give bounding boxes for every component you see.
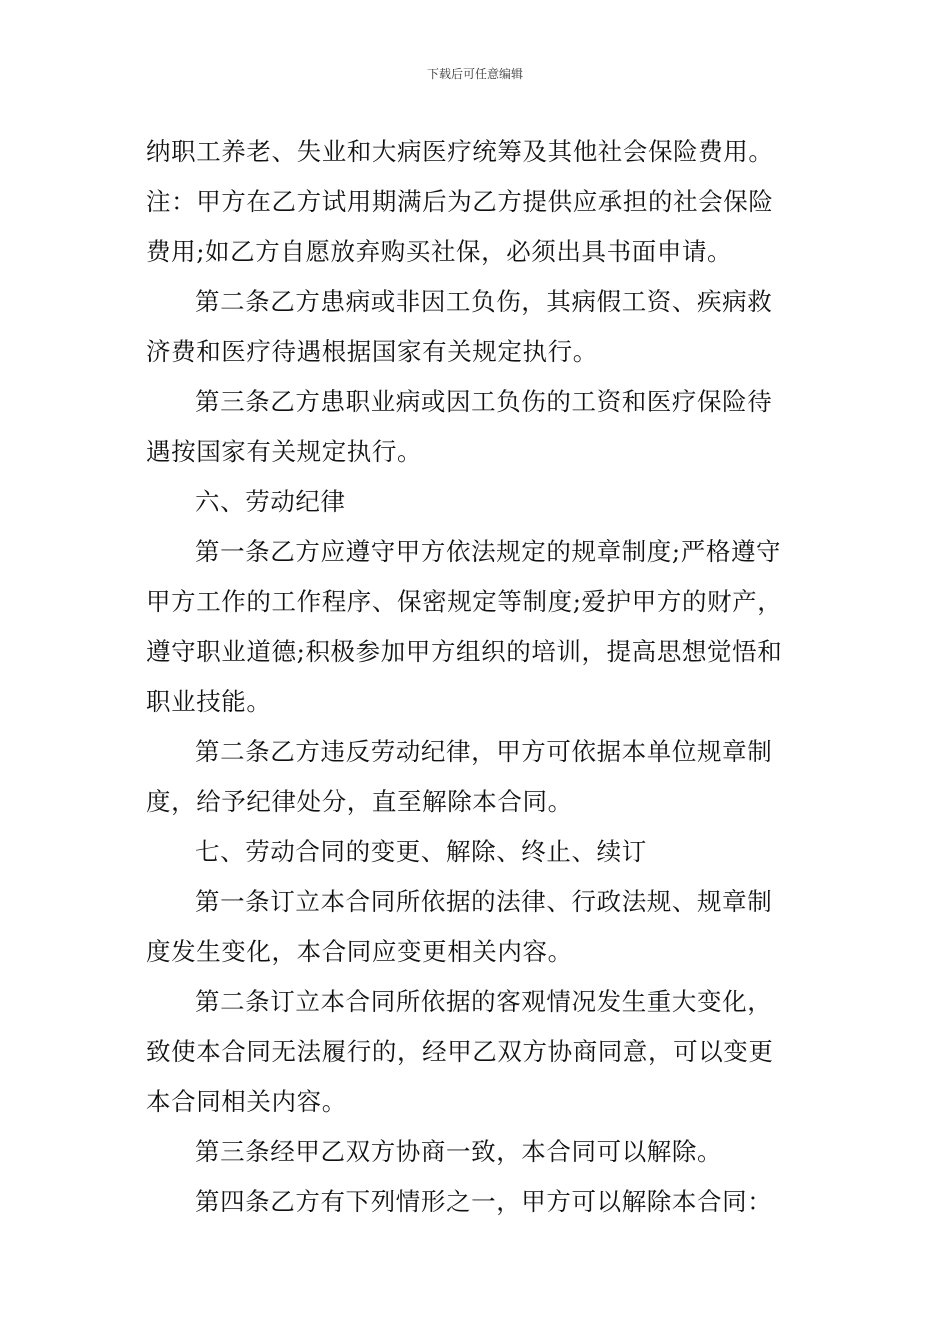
- text-line: 度，给予纪律处分，直至解除本合同。: [146, 787, 573, 816]
- section-heading: [146, 477, 806, 527]
- text-line: 职业技能。: [146, 687, 272, 716]
- paragraph: [146, 1177, 806, 1227]
- paragraph: [146, 1127, 806, 1177]
- paragraph: [146, 527, 806, 727]
- paragraph: [146, 177, 806, 277]
- text-line: 七、劳动合同的变更、解除、终止、续订: [195, 837, 647, 866]
- page-header-note: 下载后可任意编辑: [426, 67, 523, 81]
- paragraph: [146, 977, 806, 1127]
- text-line: 第二条订立本合同所依据的客观情况发生重大变化，: [195, 987, 773, 1016]
- text-line: 遵守职业道德;积极参加甲方组织的培训，提高思想觉悟和: [146, 637, 783, 666]
- paragraph: [146, 377, 806, 477]
- text-line: 费用;如乙方自愿放弃购买社保，必须出具书面申请。: [146, 237, 733, 266]
- text-line: 第二条乙方患病或非因工负伤，其病假工资、疾病救: [195, 287, 773, 316]
- text-line: 致使本合同无法履行的，经甲乙双方协商同意，可以变更: [146, 1037, 774, 1066]
- text-line: 六、劳动纪律: [195, 487, 346, 516]
- text-line: 济费和医疗待遇根据国家有关规定执行。: [146, 337, 598, 366]
- text-line: 甲方工作的工作程序、保密规定等制度;爱护甲方的财产，: [146, 587, 783, 616]
- paragraph: [146, 277, 806, 377]
- text-line: 第三条经甲乙双方协商一致，本合同可以解除。: [195, 1137, 723, 1166]
- text-line: 纳职工养老、失业和大病医疗统筹及其他社会保险费用。: [146, 137, 774, 166]
- text-line: 第三条乙方患职业病或因工负伤的工资和医疗保险待: [195, 387, 773, 416]
- section-heading: [146, 827, 806, 877]
- paragraph: [146, 727, 806, 827]
- text-line: 注：甲方在乙方试用期满后为乙方提供应承担的社会保险: [146, 187, 774, 216]
- text-line: 度发生变化，本合同应变更相关内容。: [146, 937, 573, 966]
- paragraph: [146, 877, 806, 977]
- text-line: 第一条订立本合同所依据的法律、行政法规、规章制: [195, 887, 773, 916]
- text-line: 本合同相关内容。: [146, 1087, 347, 1116]
- text-line: 第一条乙方应遵守甲方依法规定的规章制度;严格遵守: [195, 537, 782, 566]
- text-line: 遇按国家有关规定执行。: [146, 437, 423, 466]
- document-body: [146, 127, 806, 1227]
- text-line: 第四条乙方有下列情形之一，甲方可以解除本合同：: [195, 1187, 773, 1216]
- text-line: 第二条乙方违反劳动纪律，甲方可依据本单位规章制: [195, 737, 773, 766]
- paragraph: [146, 127, 806, 177]
